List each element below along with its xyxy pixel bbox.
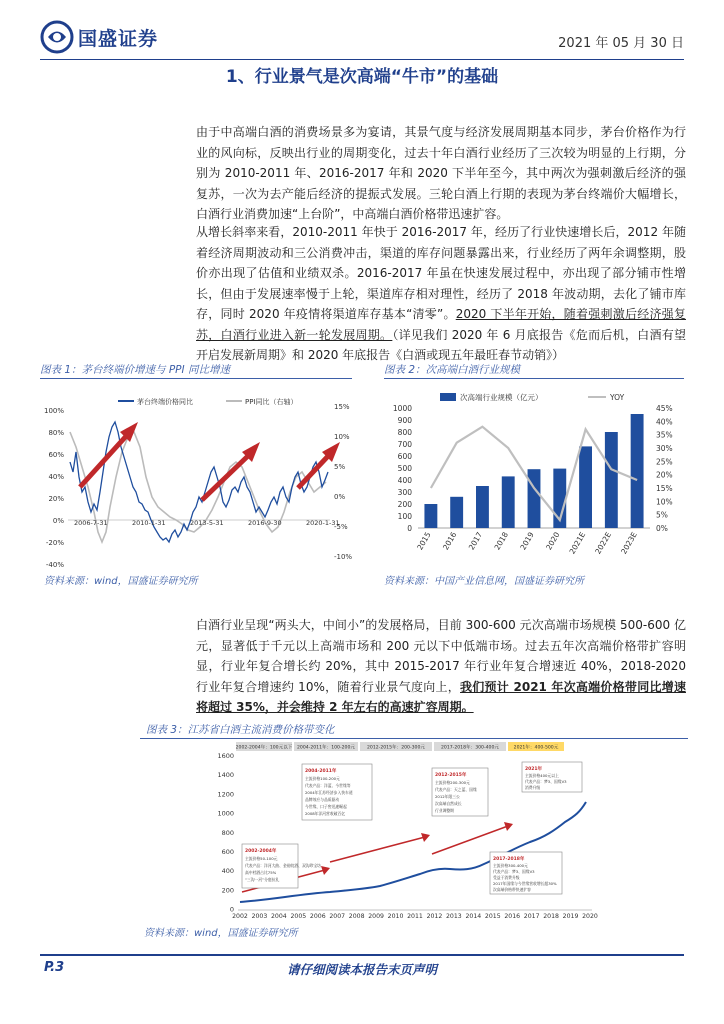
figure-3-x-tick: 2012 [426,913,443,920]
figure-2-x-tick: 2021E [567,530,588,556]
figure-3-period-bar [236,742,564,751]
annotation-box-2012 [432,768,488,816]
figure-2-left-tick: 500 [397,464,412,473]
figure-1-left-tick: -40% [45,561,64,569]
svg-text:次高端自然成长: 次高端自然成长 [435,801,462,806]
figure-2-right-axis [656,404,673,533]
figure-1-left-tick: 40% [48,473,64,481]
footer-disclaimer: 请仔细阅读本报告末页声明 [286,962,437,977]
figure-2-left-tick: 1000 [392,404,412,413]
company-name: 国盛证券 [78,28,159,50]
paragraph-3-forecast: 我们预计 2021 年次高端价格带同比增速将超过 35%，并会维持 2 年左右的高速扩容周期。 [196,679,686,714]
figure-2-right-tick: 10% [656,497,673,507]
figure-1-right-tick: 5% [334,463,346,471]
figure-2-bar [528,469,541,528]
svg-text:主流价格400元以上: 主流价格400元以上 [525,773,559,778]
section-title: 1、行业景气是次高端“牛市”的基础 [225,67,499,87]
annotation-box-2017 [490,852,562,894]
svg-text:2012年限三公: 2012年限三公 [435,794,460,799]
figure-1-right-axis [334,403,352,561]
figure-2-left-tick: 100 [397,512,412,521]
svg-text:2021年: 2021年 [525,767,543,772]
figure-3-y-tick: 1600 [217,752,234,760]
figure-3-y-tick: 1400 [217,771,234,780]
figure-3-x-tick: 2018 [543,913,559,920]
figure-3-x-tick: 2003 [251,913,268,920]
company-logo [40,20,180,54]
figure-2-bar [579,446,592,528]
figure-2-right-tick: 15% [656,484,673,493]
figure-3-rule [140,738,688,739]
figure-1-caption: 图表 1：茅台终端价增速与 PPI 同比增速 [40,364,230,376]
figure-2-rule [384,378,684,379]
figure-3-x-tick: 2004 [271,913,287,920]
figure-2-right-tick: 30% [656,444,673,453]
price-arrow-3 [432,826,508,854]
figure-2-right-tick: 45% [656,404,673,413]
figure-3-x-tick: 2013 [446,913,462,920]
figure-3-chart [200,742,600,922]
paragraph-1: 由于中高端白酒的消费场景多为宴请，其景气度与经济发展周期基本同步，茅台价格作为行业的风向标，反映出行业的周期变化，过去十年白酒行业经历了三次较为明显的上行期，分别为 2010-2011 年、2016-2017 年和 2020 下半年至今，其中两次为强刺激后经济的强复苏，一次为去产能后经济的提振式发展。三轮白酒上行期的表现为茅台终端价大幅增长，白酒行业消费加速“上台阶”，中高端白酒价格带迅速扩容。 [196,125,686,221]
page-header [40,18,684,60]
figure-3-x-axis [232,913,598,920]
figure-3-x-tick: 2006 [309,913,326,920]
figure-3-y-tick: 1200 [217,790,234,799]
paragraph-3-text: 白酒行业呈现“两头大，中间小”的发展格局，目前 300-600 元次高端市场规模 500-600 亿元，显著低于千元以上高端市场和 200 元以下中低端市场。过去五年次高端价格带扩容明显，行业年复合增长约 20%，其中 2015-2017 年行业年复合增速近 40%，2018-2020 行业年复合增速约 10%，随着行业景气度向上， [196,618,686,694]
figure-1-left-tick: -20% [45,539,64,547]
svg-text:代表产品：洋蓝、今世缘等: 代表产品：洋蓝、今世缘等 [305,783,351,788]
figure-2-source: 资料来源：中国产业信息网，国盛证券研究所 [384,576,584,587]
legend-label-yoy: YOY [610,393,625,402]
figure-1-left-tick: 0% [52,517,64,525]
figure-2-right-tick: 5% [656,510,668,520]
figure-3-x-tick: 2016 [504,913,521,920]
figure-2-right-tick: 20% [656,470,673,480]
figure-3-x-tick: 2011 [407,913,423,920]
figure-2-left-tick: 300 [397,488,412,497]
figure-2-left-tick: 600 [397,452,412,461]
legend-label-scale: 次高端行业规模（亿元） [460,393,543,402]
svg-text:高中档酒占比75%: 高中档酒占比75% [245,870,277,875]
figure-2-legend [440,392,625,402]
figure-3-x-tick: 2020 [582,913,598,920]
figure-1-x-tick: 2013-5-31 [190,519,224,527]
figure-1-x-tick: 2006-7-31 [74,519,108,527]
price-arrow-2 [330,837,425,862]
figure-3-source: 资料来源：wind，国盛证券研究所 [144,928,298,939]
svg-text:今世缘、口子窖迅速崛起: 今世缘、口子窖迅速崛起 [305,804,347,809]
figure-3-x-tick: 2015 [484,913,501,920]
figure-2-right-tick: 0% [656,524,668,533]
figure-2-bar [476,486,489,528]
figure-2-bar [424,504,437,528]
figure-3-y-tick: 1000 [217,809,234,818]
figure-1-right-tick: -5% [334,523,348,531]
figure-2-left-tick: 800 [397,428,412,437]
report-date: 2021 年 05 月 30 日 [558,36,684,51]
figure-2-x-tick: 2017 [466,530,485,552]
annotation-box-2021 [522,762,582,792]
figure-1-left-tick: 60% [48,451,64,459]
figure-1-legend [118,397,298,406]
paragraph-2-text: 从增长斜率来看，2010-2011 年快于 2016-2017 年，经历了行业快速增长后，2012 年随着经济周期波动和三公消费冲击，渠道的库存问题暴露出来，行业经历了两年余调整期，股价亦出现了估值和业绩双杀。2016-2017 年虽在快速发展过程中，亦出现了部分铺市性增长，但由于发展速率慢于上轮，渠道库存相对理性，经历了 2018 年波动期，去化了铺市库存，同时 2020 年疫情将渠道库存基本“清零”。 [196,225,686,321]
figure-3-y-axis [217,752,234,914]
paragraph-2 [196,222,686,366]
figure-3-x-tick: 2017 [523,913,540,920]
figure-3-x-tick: 2019 [562,913,579,920]
figure-3-y-tick: 600 [221,848,234,856]
legend-label-moutai: 茅台终端价格同比 [137,398,193,406]
figure-2-right-tick: 40% [656,417,673,427]
svg-text:受益于消费升级: 受益于消费升级 [493,875,520,880]
figure-2-right-tick: 35% [656,430,673,440]
svg-text:代表产品：天之蓝、国缘: 代表产品：天之蓝、国缘 [435,787,477,792]
figure-3-x-tick: 2005 [290,913,307,920]
paragraph-2-underlined: 2020 下半年开始，随着强刺激后经济强复苏，白酒行业进入新一轮发展周期。 [196,307,686,342]
period-label: 2012-2015年：200-300元 [366,745,426,751]
figure-3-y-tick: 800 [221,828,234,837]
figure-2-bar [631,414,644,528]
figure-2-left-tick: 400 [397,476,412,485]
figure-1-x-tick: 2016-9-30 [248,519,282,527]
annotation-2002-title: 2002-2004年 [245,849,277,854]
svg-text:“三沟一河”分庭抗礼: “三沟一河”分庭抗礼 [245,877,280,882]
page-number: P.3 [44,960,65,975]
svg-text:行业调整期: 行业调整期 [435,808,454,813]
svg-text:主流价格300-400元: 主流价格300-400元 [493,863,528,868]
period-label: 2002-2004年：100元以下 [235,745,293,751]
figure-1-left-tick: 20% [48,495,64,503]
figure-1-rule [40,378,352,379]
figure-1-right-tick: 0% [334,493,346,501]
figure-2-bar [502,476,515,528]
svg-text:代表产品：梦3、国缘V3: 代表产品：梦3、国缘V3 [493,869,535,874]
period-label: 2017-2018年：300-400元 [440,745,500,751]
figure-2-left-tick: 700 [397,440,412,449]
figure-2-chart [378,388,688,570]
svg-text:2004-2011年: 2004-2011年 [305,769,337,774]
figure-2-x-tick: 2015 [415,530,433,552]
figure-2-x-axis [415,530,639,555]
figure-3-y-tick: 0 [229,905,234,914]
paragraph-2-reference: （详见我们 2020 年 6 月底报告《危而后机，白酒有望开启发展新周期》和 2020 年底报告《白酒或现五年最旺春节动销》） [196,327,686,362]
figure-1-x-tick: 2010-1-31 [132,519,166,527]
figure-2-x-tick: 2020 [544,530,562,552]
legend-label-ppi: PPI同比（右轴） [245,398,298,406]
paragraph-3 [196,615,686,718]
legend-swatch-scale [440,393,456,401]
period-label: 2021年：400-500元 [513,745,559,751]
figure-2-x-tick: 2023E [619,530,639,556]
svg-text:2017-2018年: 2017-2018年 [493,857,525,862]
figure-3-x-tick: 2007 [329,913,346,920]
figure-3-x-tick: 2014 [465,913,482,920]
figure-2-left-tick: 900 [397,416,412,425]
svg-text:代表产品：梦3、国缘V3: 代表产品：梦3、国缘V3 [525,779,567,784]
footer-rule [40,954,684,956]
figure-2-left-tick: 0 [407,524,412,533]
figure-2-x-tick: 2022E [593,530,614,556]
svg-text:2012-2015年: 2012-2015年 [435,773,467,778]
svg-text:主流价格100-200元: 主流价格100-200元 [305,776,340,781]
annotation-box-2002 [242,844,321,888]
figure-1-right-tick: 15% [334,403,350,411]
figure-2-left-axis [393,404,412,533]
svg-text:代表产品：洋河大曲、金裕皖酒、双沟珍宝坊: 代表产品：洋河大曲、金裕皖酒、双沟珍宝坊 [245,863,321,868]
figure-2-caption: 图表 2：次高端白酒行业规模 [384,364,521,376]
figure-2-bar [450,497,463,528]
svg-text:2004年江苏经济步入快车道: 2004年江苏经济步入快车道 [305,790,353,795]
svg-text:主流价格50-100元: 主流价格50-100元 [245,856,278,861]
svg-text:次高端价格带快速扩容: 次高端价格带快速扩容 [493,887,531,892]
figure-1-left-tick: 100% [43,407,64,415]
svg-text:2017年国缘与今世缘营收增长超30%: 2017年国缘与今世缘营收增长超30% [493,881,557,886]
figure-2-x-tick: 2016 [441,530,459,552]
figure-1-left-axis [44,407,64,569]
figure-1-right-tick: -10% [334,553,353,561]
figure-3-x-tick: 2008 [348,913,365,920]
trend-arrow-1 [80,434,128,487]
annotation-box-2004 [302,764,372,820]
figure-3-x-tick: 2010 [387,913,404,920]
period-label: 2004-2011年：100-200元 [296,745,356,751]
figure-3-y-tick: 200 [221,886,234,895]
figure-3-x-tick: 2009 [368,913,384,920]
figure-3-x-tick: 2002 [232,913,248,920]
figure-1-source: 资料来源：wind，国盛证券研究所 [44,576,198,587]
figure-1-right-tick: 10% [334,433,350,441]
svg-text:2008年洋河营收破百亿: 2008年洋河营收破百亿 [305,811,346,816]
figure-2-left-tick: 200 [397,500,412,509]
figure-2-bars [424,414,643,528]
figure-1-chart [40,392,358,570]
figure-2-bar [605,432,618,528]
figure-2-x-tick: 2018 [492,530,510,552]
figure-3-y-tick: 400 [221,867,234,876]
svg-text:消费升级: 消费升级 [525,785,541,790]
figure-1-x-tick: 2020-1-31 [306,519,340,527]
figure-2-x-tick: 2019 [518,530,536,552]
figure-2-right-tick: 25% [656,457,673,467]
svg-text:品牌效应与品质驱动: 品牌效应与品质驱动 [305,797,340,802]
svg-text:主流价格200-300元: 主流价格200-300元 [435,780,470,785]
logo-emblem-icon [40,20,76,54]
figure-3-caption: 图表 3：江苏省白酒主流消费价格带变化 [146,724,335,736]
figure-1-left-tick: 80% [48,429,64,437]
